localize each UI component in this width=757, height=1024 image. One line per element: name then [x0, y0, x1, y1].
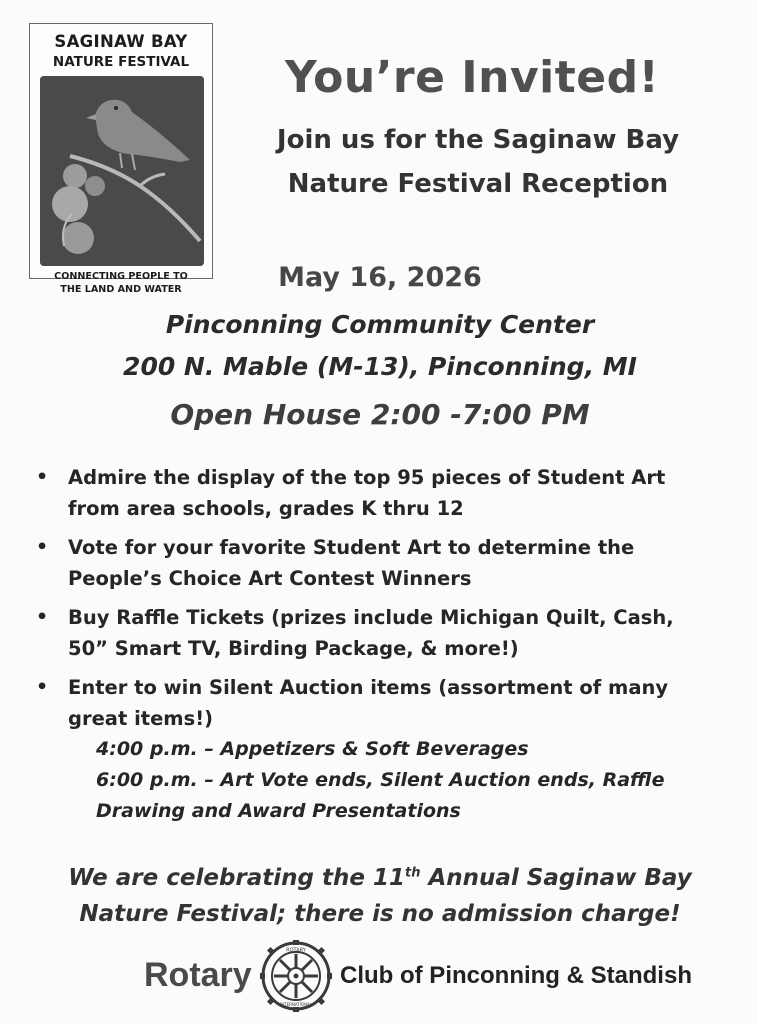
sponsor-footer — [140, 940, 700, 1012]
schedule-line-appetizers: 4:00 p.m. – Appetizers & Soft Beverages — [96, 738, 529, 760]
event-venue — [60, 304, 700, 388]
celebration-note — [40, 860, 720, 932]
list-item-line: People’s Choice Art Contest Winners — [68, 567, 472, 590]
bullet-icon: • — [36, 536, 49, 558]
event-schedule — [96, 734, 736, 827]
invitation-heading: You’re Invited! — [284, 52, 660, 103]
schedule-line-awards-cont: Drawing and Award Presentations — [96, 800, 461, 822]
list-item-line: Enter to win Silent Auction items (assortment of many — [68, 676, 669, 699]
list-item-line: great items!) — [68, 707, 214, 730]
bullet-icon: • — [36, 676, 49, 698]
list-item — [32, 602, 712, 664]
emblem-bottom-text: INTERNATIONAL — [279, 1002, 313, 1007]
open-house-hours: Open House 2:00 -7:00 PM — [170, 398, 590, 431]
logo-title — [30, 32, 212, 72]
rotary-wordmark: Rotary — [144, 956, 252, 994]
logo-title-line1: SAGINAW BAY — [54, 32, 188, 51]
list-item — [32, 462, 712, 524]
list-item — [32, 532, 712, 594]
bullet-icon: • — [36, 606, 49, 628]
list-item — [32, 672, 712, 734]
bird-illustration — [40, 76, 204, 266]
join-line2: Nature Festival Reception — [287, 169, 669, 199]
bird-on-branch-icon — [40, 76, 204, 266]
list-item-line: Buy Raffle Tickets (prizes include Michigan Quilt, Cash, — [68, 606, 674, 629]
schedule-line-awards: 6:00 p.m. – Art Vote ends, Silent Auction ends, Raffle — [96, 769, 665, 791]
emblem-top-text: ROTARY — [286, 947, 306, 954]
list-item-line: from area schools, grades K thru 12 — [68, 497, 464, 520]
rotary-wheel-icon — [260, 940, 332, 1012]
venue-address: 200 N. Mable (M-13), Pinconning, MI — [123, 352, 637, 381]
list-item-line: 50” Smart TV, Birding Package, & more!) — [68, 637, 519, 660]
logo-tagline-line1: CONNECTING PEOPLE TO — [54, 271, 188, 282]
reception-subheading — [218, 118, 738, 206]
celebration-text-start: We are celebrating the 11 — [68, 865, 405, 891]
celebration-text-end: Annual Saginaw Bay — [420, 865, 692, 891]
bullet-icon: • — [36, 466, 49, 488]
list-item-line: Vote for your favorite Student Art to determine the — [68, 536, 635, 559]
activities-list — [32, 462, 712, 742]
logo-title-line2: NATURE FESTIVAL — [52, 54, 190, 70]
venue-name: Pinconning Community Center — [165, 310, 595, 339]
event-date: May 16, 2026 — [278, 262, 482, 293]
list-item-line: Admire the display of the top 95 pieces of Student Art — [68, 466, 666, 489]
club-name: Club of Pinconning & Standish — [340, 962, 692, 989]
celebration-line1 — [40, 860, 720, 896]
logo-tagline-line2: THE LAND AND WATER — [60, 284, 182, 295]
join-line1: Join us for the Saginaw Bay — [276, 125, 680, 155]
ordinal-suffix: th — [404, 865, 421, 881]
celebration-line2: Nature Festival; there is no admission charge! — [79, 901, 681, 927]
festival-logo — [29, 23, 213, 295]
